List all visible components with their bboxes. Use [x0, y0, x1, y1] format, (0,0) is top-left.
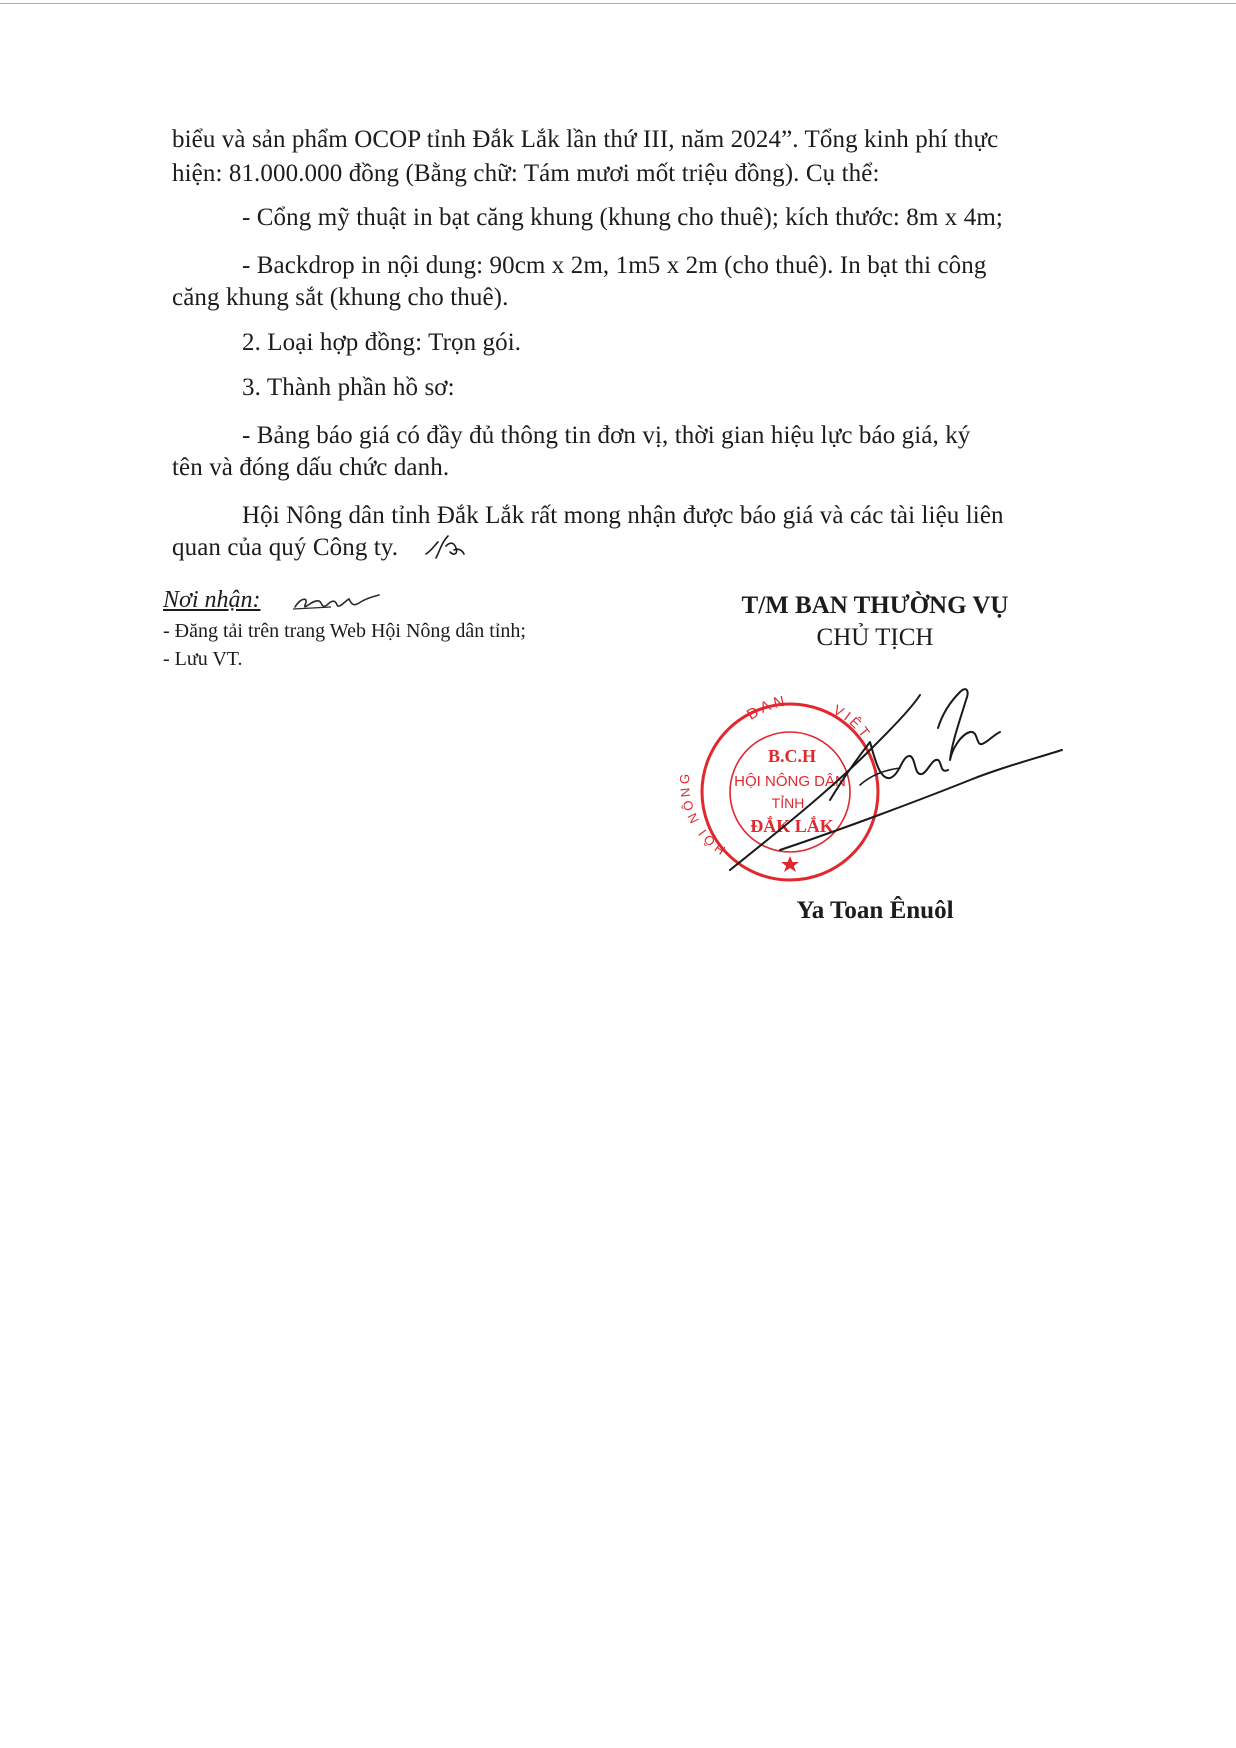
- item-2-line-1: - Backdrop in nội dung: 90cm x 2m, 1m5 x 2m (cho thuê). In bạt thi công: [242, 252, 987, 279]
- seal-line-2: HỘI NÔNG DÂN: [734, 773, 846, 790]
- handwritten-initial-icon: [291, 587, 383, 615]
- official-seal-and-signature: [670, 680, 1090, 895]
- page-top-rule: [0, 3, 1236, 4]
- closing-line-2-text: quan của quý Công ty.: [172, 534, 399, 561]
- signature-role: T/M BAN THƯỜNG VỤ: [741, 592, 1009, 619]
- recipients-title-row: [163, 585, 683, 617]
- seal-icon: [702, 704, 878, 880]
- recipient-item: - Lưu VT.: [163, 648, 243, 670]
- item-3-line-1: - Bảng báo giá có đầy đủ thông tin đơn vị, thời gian hiệu lực báo giá, ký: [242, 422, 971, 449]
- paragraph-1-line-1: biểu và sản phẩm OCOP tỉnh Đắk Lắk lần thứ III, năm 2024”. Tổng kinh phí thực: [172, 126, 999, 153]
- signer-name: Ya Toan Ênuôl: [796, 897, 954, 924]
- recipients-title: Nơi nhận:: [163, 587, 261, 613]
- seal-line-3: TỈNH: [771, 795, 805, 811]
- seal-arc-right: VIỆT: [830, 701, 875, 743]
- recipients-block: [163, 585, 683, 673]
- signature-block: [650, 590, 1100, 654]
- item-2-line-2: căng khung sắt (khung cho thuê).: [172, 284, 509, 311]
- signature-title: CHỦ TỊCH: [816, 624, 934, 651]
- closing-line-1: Hội Nông dân tỉnh Đắk Lắk rất mong nhận được báo giá và các tài liệu liên: [242, 502, 1004, 529]
- item-1: - Cổng mỹ thuật in bạt căng khung (khung cho thuê); kích thước: 8m x 4m;: [242, 204, 1003, 231]
- seal-arc-left: HỘI NÔNG: [676, 770, 728, 858]
- seal-line-1: B.C.H: [767, 746, 817, 766]
- seal-arc-top: DAN: [743, 692, 790, 724]
- item-3-line-2: tên và đóng dấu chức danh.: [172, 454, 450, 481]
- section-2-heading: 2. Loại hợp đồng: Trọn gói.: [242, 329, 522, 356]
- paragraph-1-line-2: hiện: 81.000.000 đồng (Bằng chữ: Tám mươi mốt triệu đồng). Cụ thể:: [172, 160, 880, 187]
- section-3-heading: 3. Thành phần hồ sơ:: [242, 374, 455, 401]
- recipient-item: - Đăng tải trên trang Web Hội Nông dân tỉnh;: [163, 620, 526, 642]
- handwritten-initial-icon: [424, 532, 466, 562]
- closing-line-2: [172, 532, 398, 563]
- seal-star-icon: [781, 856, 799, 872]
- seal-line-4: ĐẮK LẮK: [750, 816, 834, 836]
